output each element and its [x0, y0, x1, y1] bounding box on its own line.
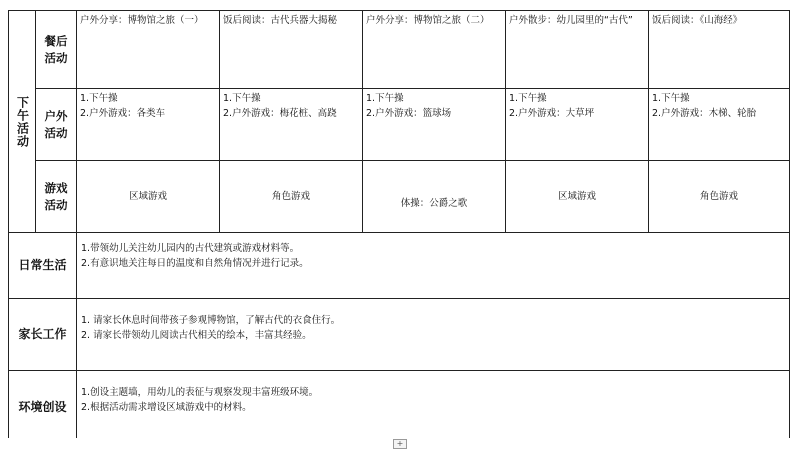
parents-line-1: 1. 请家长休息时间带孩子参观博物馆，了解古代的衣食住行。	[81, 315, 341, 326]
games-cell-5: 角色游戏	[649, 161, 790, 233]
games-cell-1: 区域游戏	[77, 161, 220, 233]
games-cell-3: 体操：公爵之歌	[363, 161, 506, 233]
daily-life-row	[9, 233, 790, 299]
parents-work-content	[77, 299, 790, 371]
after-meal-cell-2: 饭后阅读：古代兵器大揭秘	[220, 11, 363, 89]
outdoor-cell-2-line-2: 2.户外游戏：梅花桩、高跷	[223, 108, 337, 119]
after-meal-header: 餐后活动	[36, 11, 77, 89]
outdoor-row	[9, 89, 790, 161]
environment-line-1: 1.创设主题墙，用幼儿的表征与观察发现丰富班级环境。	[81, 387, 319, 398]
outdoor-cell-5-line-2: 2.户外游戏：木梯、轮胎	[652, 108, 757, 119]
parents-line-2: 2. 请家长带领幼儿阅读古代相关的绘本，丰富其经验。	[81, 330, 312, 341]
after-meal-cell-4: 户外散步：幼儿园里的“古代”	[506, 11, 649, 89]
games-row	[9, 161, 790, 233]
daily-life-content	[77, 233, 790, 299]
afternoon-activity-header: 下午活动	[9, 11, 36, 233]
daily-life-line-1: 1.带领幼儿关注幼儿园内的古代建筑或游戏材料等。	[81, 243, 300, 254]
parents-row	[9, 299, 790, 371]
daily-life-header: 日常生活	[9, 233, 77, 299]
environment-line-2: 2.根据活动需求增设区域游戏中的材料。	[81, 402, 252, 413]
games-cell-2: 角色游戏	[220, 161, 363, 233]
outdoor-cell-2-line-1: 1.下午操	[223, 93, 261, 104]
outdoor-cell-1-line-1: 1.下午操	[80, 93, 118, 104]
outdoor-cell-4-line-1: 1.下午操	[509, 93, 547, 104]
after-meal-row	[9, 11, 790, 89]
outdoor-cell-3-line-1: 1.下午操	[366, 93, 404, 104]
outdoor-cell-5-line-1: 1.下午操	[652, 93, 690, 104]
expand-handle-icon[interactable]: +	[393, 439, 407, 449]
games-cell-4: 区域游戏	[506, 161, 649, 233]
outdoor-cell-1-line-2: 2.户外游戏：各类车	[80, 108, 166, 119]
weekly-plan-table	[8, 10, 790, 445]
outdoor-cell-1	[77, 89, 220, 161]
outdoor-activity-header: 户外活动	[36, 89, 77, 161]
outdoor-cell-2	[220, 89, 363, 161]
after-meal-cell-1: 户外分享：博物馆之旅（一）	[77, 11, 220, 89]
environment-content	[77, 371, 790, 445]
outdoor-cell-5	[649, 89, 790, 161]
daily-life-line-2: 2.有意识地关注每日的温度和自然角情况并进行记录。	[81, 258, 309, 269]
outdoor-cell-3	[363, 89, 506, 161]
environment-row	[9, 371, 790, 445]
outdoor-cell-4	[506, 89, 649, 161]
after-meal-cell-5: 饭后阅读：《山海经》	[649, 11, 790, 89]
games-activity-header: 游戏活动	[36, 161, 77, 233]
parents-work-header: 家长工作	[9, 299, 77, 371]
environment-header: 环境创设	[9, 371, 77, 445]
after-meal-cell-3: 户外分享：博物馆之旅（二）	[363, 11, 506, 89]
outdoor-cell-4-line-2: 2.户外游戏：大草坪	[509, 108, 595, 119]
outdoor-cell-3-line-2: 2.户外游戏：篮球场	[366, 108, 452, 119]
